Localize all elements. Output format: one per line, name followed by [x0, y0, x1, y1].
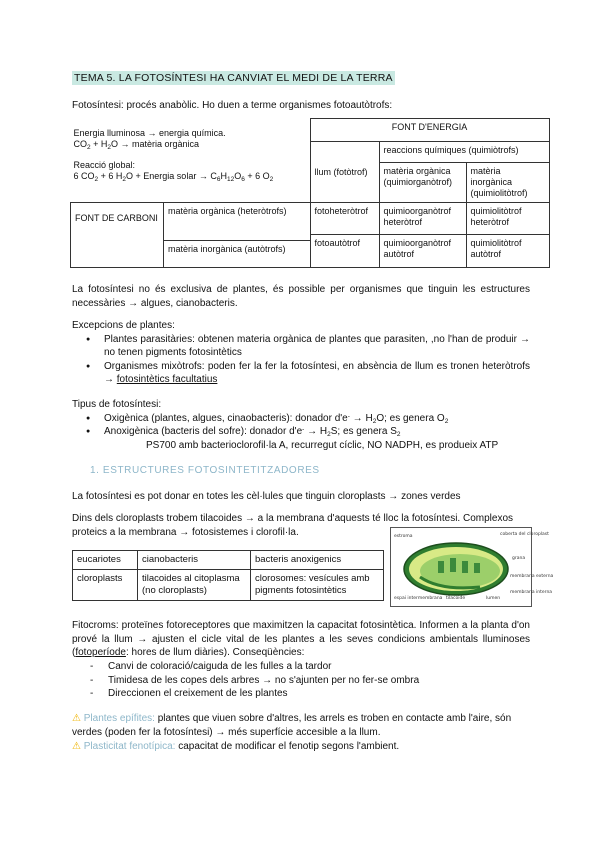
- label-membrana-interna: membrana interna: [510, 590, 553, 595]
- page-title: TEMA 5. LA FOTOSÍNTESI HA CANVIAT EL MEDI DE LA TERRA: [74, 72, 393, 84]
- font-energia-header: FONT D'ENERGIA: [310, 119, 549, 142]
- plasticitat-label: Plasticitat fenotípica:: [83, 741, 176, 752]
- header-cianobacteris: cianobacteris: [138, 551, 251, 570]
- co2-line: $CO_2 + H_2O$ → matèria orgànica: [73, 138, 200, 151]
- label-grana: grana: [512, 556, 526, 561]
- label-tilacoide: tilacoide: [446, 596, 466, 601]
- row2-label: matèria inorgànica (autòtrofs): [168, 244, 286, 254]
- types-heading: Tipus de fotosíntesi:: [72, 399, 162, 410]
- row1-label: matèria orgànica (heteròtrofs): [164, 203, 310, 241]
- energy-line: Energia lluminosa → energia química.: [73, 127, 226, 138]
- type-item: ● Anoxigènica (bacteris del sofre): donador $d'e^- \to H_2S$; es genera $S_2$: [72, 425, 530, 439]
- llum-header: llum (fotòtrof): [310, 142, 379, 203]
- label-lumen: lumen: [486, 596, 501, 601]
- paragraph-thylakoids: Dins dels cloroplasts trobem tilacoides → a la membrana d'aquests té lloc la fotosíntesi. Complexos proteics a la membrana → fotosistemes i clorofil·la.: [72, 513, 514, 538]
- row1-cell-3: quimiolitòtrof heteròtrof: [466, 203, 549, 235]
- consequence-item: - Direccionen el creixement de les plantes: [72, 687, 530, 701]
- section-heading: 1. ESTRUCTURES FOTOSINTETITZADORES: [90, 465, 320, 476]
- carbon-cell: [71, 203, 311, 268]
- paragraph-fitocroms: Fitocroms: proteïnes fotoreceptores que maximitzen la capacitat fotosintètica. Informen a la planta d'on prové la llum → ajusten el cicle vital de les plantes a les seves condicions ambientals lluminoses (fotoperíode: hores de llum diàries). Conseqüències:: [72, 620, 530, 658]
- exceptions-block: [72, 319, 530, 387]
- plasticitat-paragraph: ⚠ Plasticitat fenotípica: capacitat de modificar el fenotip segons l'ambient.: [72, 741, 400, 752]
- energy-carbon-table: [70, 118, 550, 268]
- row2-cell-2: quimioorganòtrof autòtrof: [379, 235, 466, 268]
- consequence-item: - Canvi de coloració/caiguda de les fulles a la tardor: [72, 660, 530, 674]
- header-eucariotes: eucariotes: [73, 551, 138, 570]
- epifites-label: Plantes epífites:: [83, 713, 155, 724]
- epifites-paragraph: ⚠ Plantes epífites: plantes que viuen sobre d'altres, les arrels es troben en contacte amb l'aire, són verdes (poden fer la fotosíntesi) → més superfície accesible a la llum.: [72, 713, 512, 738]
- global-reaction-label: Reacció global:: [73, 159, 136, 170]
- consequence-item: - Timidesa de les copes dels arbres → no s'ajunten per no fer-se ombra: [72, 674, 530, 688]
- label-espai: espai intermembrana: [394, 596, 443, 601]
- label-coberta: coberta del cloroplast: [500, 532, 549, 537]
- intro-text: Fotosíntesi: procés anabòlic. Ho duen a terme organismes fotoautòtrofs:: [72, 100, 393, 111]
- cell-tilacoides: tilacoides al citoplasma (no cloroplasts): [138, 570, 251, 601]
- warning-icon: ⚠: [72, 713, 81, 724]
- warning-icon: ⚠: [72, 741, 81, 752]
- fotoperiode-term: fotoperíode: [75, 647, 126, 658]
- exceptions-heading: Excepcions de plantes:: [72, 320, 175, 331]
- cell-cloroplasts: cloroplasts: [73, 570, 138, 601]
- chloroplast-diagram: [390, 527, 554, 607]
- materia-inorganica-header: matèria inorgànica (quimiolitòtrof): [466, 163, 549, 203]
- consequences-list: [72, 660, 530, 701]
- type-item: ● Oxigènica (plantes, algues, cinaobacteris): donador $d'e^- \to H_2O$; es genera $O_2$: [72, 412, 530, 426]
- font-carboni-label: FONT DE CARBONI: [71, 203, 164, 267]
- reaction-cell: [71, 119, 311, 203]
- organism-table: [72, 550, 384, 601]
- row2-cell-1: fotoautòtrof: [310, 235, 379, 268]
- label-estroma: estroma: [394, 534, 413, 539]
- types-block: [72, 398, 530, 452]
- exception-item: ● Plantes parasitàries: obtenen materia orgànica de plantes que parasiten, ,no l'han de produir → no tenen pigments fotosintètics: [72, 333, 530, 360]
- facultative-link: fotosintètics facultatius: [116, 374, 218, 385]
- cell-clorosomes: clorosomes: vesícules amb pigments fotosintètics: [251, 570, 384, 601]
- reaccions-header: reaccions químiques (quimiòtrofs): [379, 142, 549, 163]
- row1-cell-1: fotoheteròtrof: [310, 203, 379, 235]
- paragraph-chloroplasts: La fotosíntesi es pot donar en totes les cèl·lules que tinguin cloroplasts → zones verdes: [72, 491, 461, 502]
- header-bacteris: bacteris anoxigenics: [251, 551, 384, 570]
- type-2-detail: PS700 amb bacterioclorofil·la A, recurregut cíclic, NO NADPH, es produeix ATP: [146, 439, 499, 451]
- global-reaction: 6 $CO_2 + 6$ $H_2O$ + Energia solar → $C_6H_{12}O_6 + 6$ $O_2$: [73, 170, 274, 183]
- exception-item: ● Organismes mixòtrofs: poden fer la fer la fotosíntesi, en absència de llum es tronen heteròtrofs → fotosintètics facultatius: [72, 360, 530, 387]
- paragraph-not-exclusive: La fotosíntesi no és exclusiva de plantes, és possible per organismes que tinguin les estructures necessàries → algues, cianobacteris.: [72, 284, 530, 309]
- label-membrana-externa: membrana externa: [510, 574, 554, 579]
- row2-cell-3: quimiolitòtrof autòtrof: [466, 235, 549, 268]
- materia-organica-header: matèria orgànica (quimiorganòtrof): [379, 163, 466, 203]
- row1-cell-2: quimioorganòtrof heteròtrof: [379, 203, 466, 235]
